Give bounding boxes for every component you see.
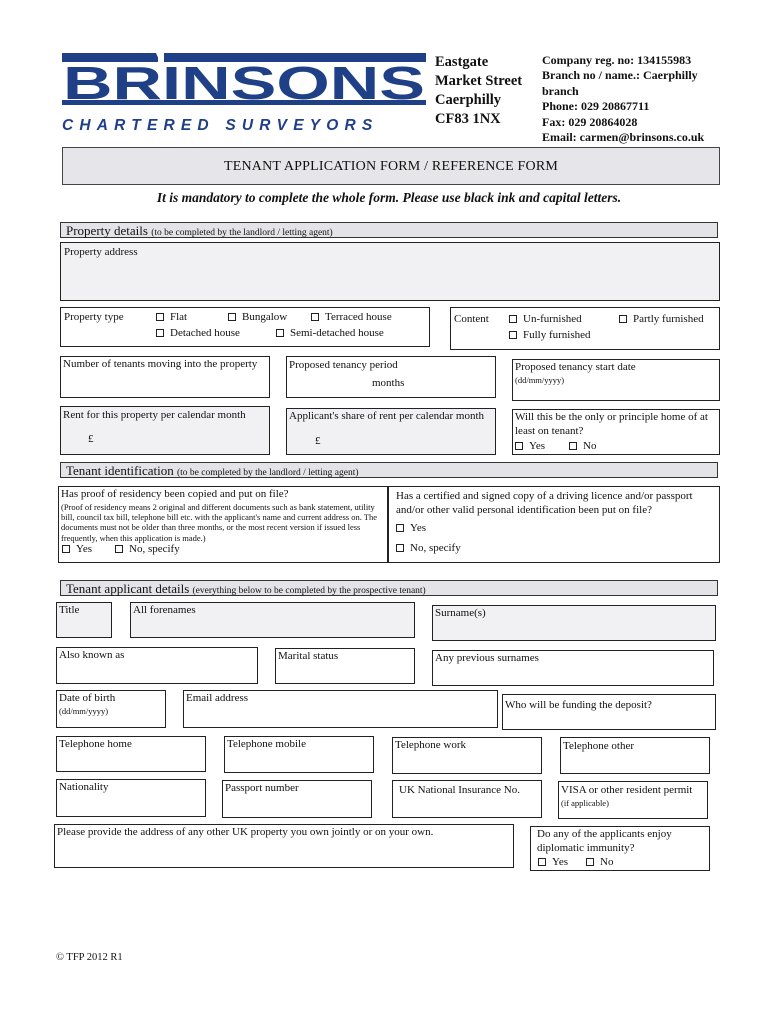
address-line: Caerphilly — [435, 92, 502, 108]
address-line: Market Street — [435, 73, 523, 89]
passport-number-field[interactable] — [222, 780, 372, 818]
company-reg: Company reg. no: 134155983 — [542, 53, 692, 67]
passport-number-label: Passport number — [225, 782, 299, 794]
telephone-other-label: Telephone other — [563, 740, 635, 752]
checkbox-icon[interactable] — [62, 545, 70, 553]
national-insurance-field[interactable] — [392, 780, 542, 818]
checkbox-icon[interactable] — [115, 545, 123, 553]
brinsons-logo — [60, 48, 428, 140]
checkbox-icon[interactable] — [619, 315, 627, 323]
checkbox-icon[interactable] — [156, 329, 164, 337]
tenants-count-field[interactable] — [60, 356, 270, 398]
national-insurance-label: UK National Insurance No. — [399, 784, 520, 796]
section-title: Tenant applicant details — [66, 581, 190, 596]
rent-label: Rent for this property per calendar month — [63, 409, 246, 421]
immunity-no[interactable]: No — [586, 856, 613, 868]
logo-subtitle: CHARTERED SURVEYORS — [62, 117, 379, 134]
principal-home-yes[interactable]: Yes — [515, 440, 545, 452]
checkbox-icon[interactable] — [569, 442, 577, 450]
tenancy-period-label: Proposed tenancy period — [289, 359, 398, 371]
rent-currency: £ — [88, 433, 94, 445]
principal-home-field — [512, 409, 720, 455]
telephone-home-label: Telephone home — [59, 738, 132, 750]
nationality-field[interactable] — [56, 779, 206, 817]
property-address-label: Property address — [64, 246, 138, 258]
title-label: Title — [59, 604, 80, 616]
section-note: (to be completed by the landlord / letting agent) — [151, 228, 333, 238]
company-info — [542, 53, 704, 161]
branch-name: Branch no / name.: Caerphilly — [542, 68, 698, 83]
checkbox-icon[interactable] — [538, 858, 546, 866]
email: Email: carmen@brinsons.co.uk — [542, 130, 705, 145]
id-proof-question: Has a certified and signed copy of a driving licence and/or passport and/or other valid personal identification been put on file? — [396, 490, 693, 516]
section-property-details — [60, 222, 718, 238]
tenancy-start-label: Proposed tenancy start date — [515, 361, 636, 373]
checkbox-icon[interactable] — [586, 858, 594, 866]
option-partly-furnished[interactable]: Partly furnished — [619, 313, 704, 325]
previous-surnames-field[interactable] — [432, 650, 714, 686]
form-title: TENANT APPLICATION FORM / REFERENCE FORM — [223, 159, 559, 174]
residency-proof-question: Has proof of residency been copied and put on file? — [61, 488, 289, 500]
office-address — [435, 53, 522, 129]
option-terraced-house[interactable]: Terraced house — [311, 311, 392, 323]
option-unfurnished[interactable]: Un-furnished — [509, 313, 582, 325]
surnames-label: Surname(s) — [435, 607, 486, 619]
fax: Fax: 029 20864028 — [542, 114, 638, 129]
date-of-birth-field[interactable] — [56, 690, 166, 728]
section-applicant-details — [60, 580, 718, 596]
also-known-as-label: Also known as — [59, 649, 125, 661]
id-yes[interactable]: Yes — [396, 522, 426, 534]
checkbox-icon[interactable] — [396, 524, 404, 532]
property-address-field[interactable] — [60, 242, 720, 301]
date-of-birth-format: (dd/mm/yyyy) — [59, 706, 109, 716]
tenancy-start-format: (dd/mm/yyyy) — [515, 375, 565, 385]
visa-permit-label: VISA or other resident permit — [561, 784, 693, 796]
residency-proof-note: (Proof of residency means 2 original and different documents such as bank statement, utility bill, council tax bill, telephone bill etc. with the applicant's name and current address on. The documents must not be older than three months, or the most recent version if issued less frequently, when this application is made.) — [61, 502, 378, 543]
footer-copyright: © TFP 2012 R1 — [56, 952, 123, 963]
option-detached-house[interactable]: Detached house — [156, 327, 240, 339]
option-fully-furnished[interactable]: Fully furnished — [509, 329, 591, 341]
deposit-funding-field[interactable] — [502, 694, 716, 730]
telephone-home-field[interactable] — [56, 736, 206, 772]
address-line: CF83 1NX — [435, 111, 501, 127]
email-address-field[interactable] — [183, 690, 498, 728]
other-property-label: Please provide the address of any other UK property you own jointly or on your own. — [57, 826, 434, 838]
diplomatic-immunity-label: Do any of the applicants enjoy diplomatic immunity? — [537, 828, 672, 854]
content-field — [450, 307, 720, 350]
logo-graphic — [60, 48, 428, 116]
checkbox-icon[interactable] — [311, 313, 319, 321]
principal-home-label: Will this be the only or principle home of at least on tenant? — [515, 411, 708, 437]
tenancy-period-unit: months — [372, 377, 405, 389]
marital-status-field[interactable] — [275, 648, 415, 684]
tenancy-start-field[interactable] — [512, 359, 720, 401]
address-line: Eastgate — [435, 54, 489, 70]
property-type-field — [60, 307, 430, 347]
id-proof-field — [388, 486, 720, 563]
checkbox-icon[interactable] — [509, 315, 517, 323]
residency-yes[interactable]: Yes — [62, 543, 92, 555]
telephone-mobile-field[interactable] — [224, 736, 374, 773]
residency-no-specify[interactable]: No, specify — [115, 543, 180, 555]
checkbox-icon[interactable] — [156, 313, 164, 321]
rent-share-label: Applicant's share of rent per calendar month — [289, 410, 485, 422]
mandatory-note: It is mandatory to complete the whole form. Please use black ink and capital letters. — [156, 190, 622, 205]
immunity-yes[interactable]: Yes — [538, 856, 568, 868]
telephone-work-field[interactable] — [392, 737, 542, 774]
section-note: (to be completed by the landlord / letting agent) — [177, 468, 359, 478]
checkbox-icon[interactable] — [509, 331, 517, 339]
previous-surnames-label: Any previous surnames — [435, 652, 539, 664]
date-of-birth-label: Date of birth — [59, 692, 116, 704]
also-known-as-field[interactable] — [56, 647, 258, 684]
forenames-label: All forenames — [133, 604, 196, 616]
forenames-field[interactable] — [130, 602, 415, 638]
branch-name-cont: branch — [542, 83, 579, 98]
rent-share-field[interactable] — [286, 408, 496, 455]
phone: Phone: 029 20867711 — [542, 99, 650, 114]
diplomatic-immunity-field — [530, 826, 710, 871]
option-flat[interactable]: Flat — [156, 311, 187, 323]
rent-field[interactable] — [60, 406, 270, 455]
section-tenant-identification — [60, 462, 718, 478]
visa-permit-field[interactable] — [558, 781, 708, 819]
form-title-box — [62, 147, 720, 185]
marital-status-label: Marital status — [278, 650, 339, 662]
content-label: Content — [454, 313, 489, 325]
tenants-count-label: Number of tenants moving into the property — [63, 358, 258, 370]
title-field[interactable] — [56, 602, 112, 638]
section-note: (everything below to be completed by the prospective tenant) — [192, 586, 426, 596]
telephone-other-field[interactable] — [560, 737, 710, 774]
telephone-mobile-label: Telephone mobile — [227, 738, 306, 750]
surnames-field[interactable] — [432, 605, 716, 641]
residency-proof-field — [58, 486, 388, 563]
option-semi-detached-house[interactable]: Semi-detached house — [276, 327, 384, 339]
other-property-field[interactable] — [54, 824, 514, 868]
section-title: Property details — [66, 223, 148, 238]
logo-wordmark: BRINSONS — [63, 57, 425, 109]
nationality-label: Nationality — [59, 781, 109, 793]
checkbox-icon[interactable] — [276, 329, 284, 337]
deposit-funding-label: Who will be funding the deposit? — [505, 699, 652, 711]
option-bungalow[interactable]: Bungalow — [228, 311, 287, 323]
checkbox-icon[interactable] — [228, 313, 236, 321]
checkbox-icon[interactable] — [515, 442, 523, 450]
tenancy-period-field[interactable] — [286, 356, 496, 398]
visa-permit-note: (if applicable) — [561, 798, 609, 808]
section-title: Tenant identification — [66, 463, 174, 478]
id-no-specify[interactable]: No, specify — [396, 542, 461, 554]
property-type-label: Property type — [64, 311, 124, 323]
rent-share-currency: £ — [315, 435, 321, 447]
email-address-label: Email address — [186, 692, 249, 704]
principal-home-no[interactable]: No — [569, 440, 596, 452]
checkbox-icon[interactable] — [396, 544, 404, 552]
telephone-work-label: Telephone work — [395, 739, 467, 751]
